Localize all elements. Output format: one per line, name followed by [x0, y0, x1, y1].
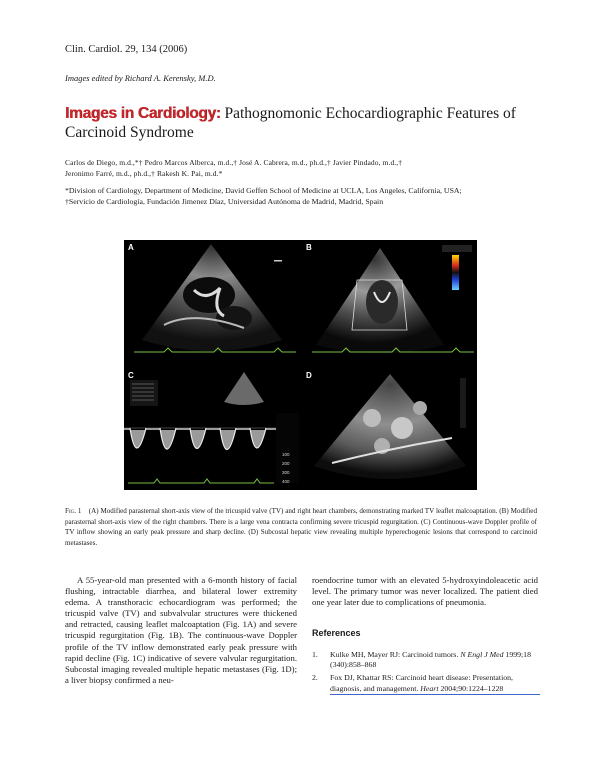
reference-details: 1999;18 (340):858–868	[330, 650, 531, 670]
body-column-2: roendocrine tumor with an elevated 5-hydroxyindoleacetic acid level. The primary tumor was never localized. The patient died one year later due to complications of pneumonia.	[312, 575, 538, 608]
doppler-scale	[282, 450, 290, 486]
panel-a-echo-image	[124, 240, 299, 365]
figure-caption	[65, 506, 537, 548]
panel-c	[124, 368, 299, 490]
affiliations	[65, 185, 545, 207]
panel-a	[124, 240, 299, 365]
reference-item[interactable]	[312, 673, 540, 694]
reference-text	[330, 650, 540, 670]
authors-line-2: Jeronimo Farré, m.d., ph.d.,† Rakesh K. Pai, m.d.*	[65, 169, 223, 178]
reference-details: 2004;90:1224–1228	[440, 683, 504, 693]
reference-link[interactable]	[330, 673, 540, 694]
reference-number: 2.	[312, 673, 318, 683]
panel-c-label: C	[128, 371, 134, 380]
references-heading: References	[312, 628, 361, 638]
journal-citation: Clin. Cardiol. 29, 134 (2006)	[65, 44, 188, 55]
affiliation-1: *Division of Cardiology, Department of Medicine, David Geffen School of Medicine at UCLA, Los Angeles, California, USA;	[65, 186, 462, 195]
reference-journal: Heart	[420, 683, 439, 693]
panel-b-label: B	[306, 243, 312, 252]
panel-a-label: A	[128, 243, 134, 252]
panel-b-echo-image	[302, 240, 477, 365]
figure-number: Fig. 1	[65, 507, 82, 515]
section-label: Images in Cardiology:	[65, 105, 221, 122]
panel-d	[302, 368, 477, 490]
article-title	[65, 104, 545, 142]
panel-c-doppler-image	[124, 368, 299, 490]
reference-list	[312, 650, 540, 698]
author-list	[65, 157, 545, 179]
body-column-1: A 55-year-old man presented with a 6-month history of facial flushing, intractable diarrhea, and bilateral lower extremity edema. A transthoracic echocardiogram was performed; the tricuspid valve (TV) and subvalvular structures were thickened and retracted, causing leaflet malcoaptation (Fig. 1A) and severe tricuspid regurgitation (Fig. 1B). The continuous-wave Doppler profile of the TV inflow demonstrated early peak pressure with rapid decline (Fig. 1C) indicative of severe valvular regurgitation. Subcostal imaging revealed multiple hepatic metastases (Fig. 1D); a liver biopsy confirmed a neu-	[65, 575, 297, 685]
panel-b	[302, 240, 477, 365]
scale-label: 400	[282, 479, 290, 484]
scale-label: 100	[282, 452, 290, 457]
echo-figure	[124, 240, 477, 490]
reference-number: 1.	[312, 650, 318, 659]
authors-line-1: Carlos de Diego, m.d.,*† Pedro Marcos Alberca, m.d.,† José A. Cabrera, m.d., ph.d.,† Javier Pindado, m.d.,†	[65, 158, 403, 167]
scale-label: 200	[282, 461, 290, 466]
reference-authors: Fox DJ, Khattar RS: Carcinoid heart disease: Presentation, diagnosis, and management.	[330, 673, 513, 693]
affiliation-2: †Servicio de Cardiología, Fundación Jimenez Díaz, Universidad Autónoma de Madrid, Madrid, Spain	[65, 197, 384, 206]
panel-d-echo-image	[302, 368, 477, 490]
reference-journal: N Engl J Med	[460, 650, 504, 659]
reference-authors: Kulke MH, Mayer RJ: Carcinoid tumors.	[330, 650, 459, 659]
reference-item	[312, 650, 540, 670]
scale-label: 300	[282, 470, 290, 475]
caption-text: (A) Modified parasternal short-axis view of the tricuspid valve (TV) and right heart chambers, demonstrating marked TV leaflet malcoaptation. (B) Modified parasternal short-axis view of the right chambers. There is a large vena contracta confirming severe tricuspid regurgitation. (C) Continuous-wave Doppler profile of TV inflow showing an early peak pressure and sharp decline. (D) Subcostal hepatic view revealing multiple hyperechogenic lesions that correspond to carcinoid metastases.	[65, 507, 538, 547]
editor-line: Images edited by Richard A. Kerensky, M.D.	[65, 73, 216, 83]
panel-d-label: D	[306, 371, 312, 380]
article-title-text: Pathognomonic Echocardiographic Features of Carcinoid Syndrome	[65, 105, 516, 141]
